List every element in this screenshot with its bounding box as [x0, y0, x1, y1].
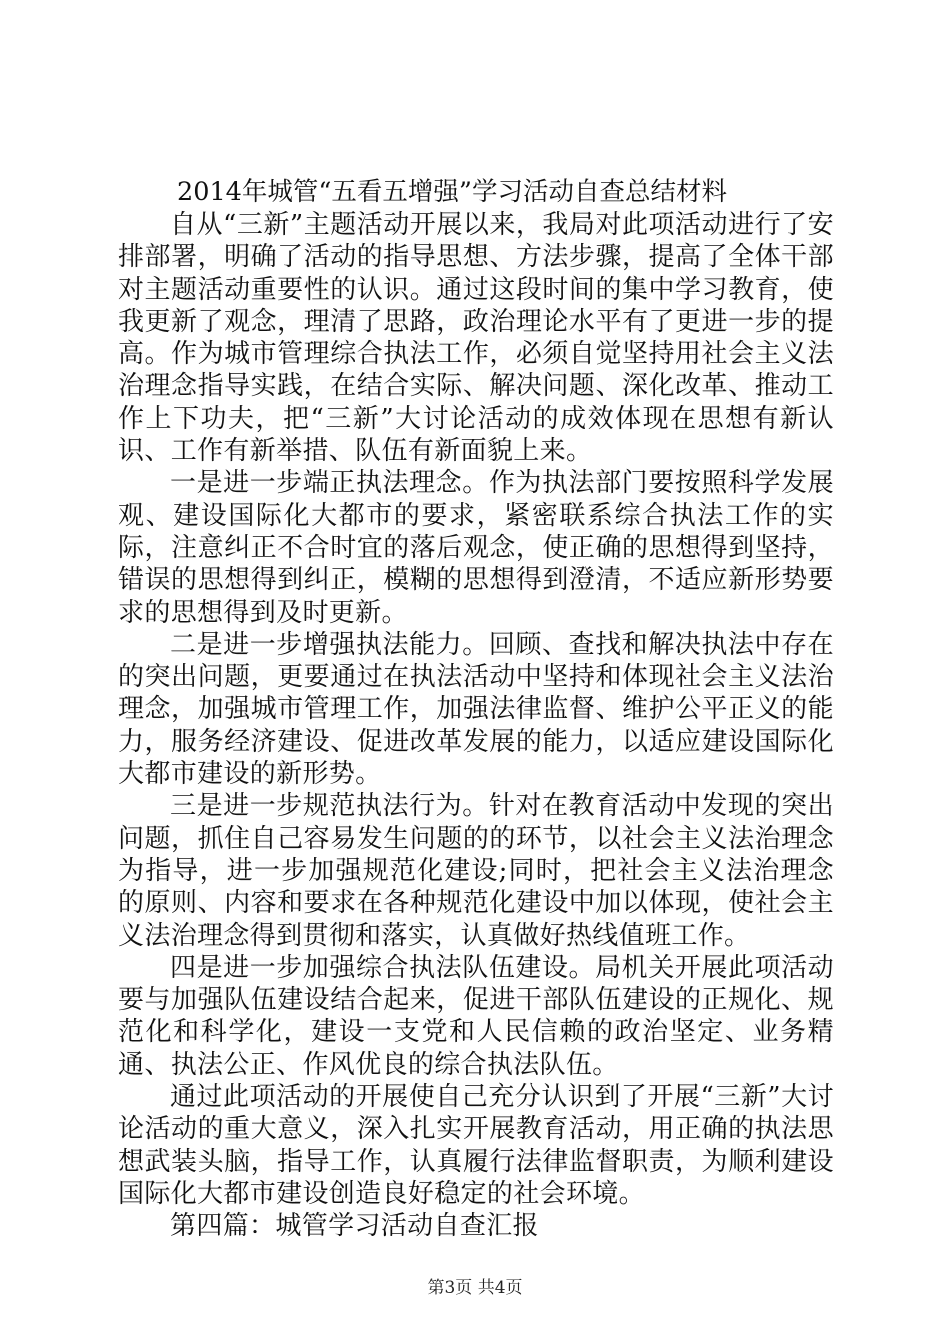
point-three-paragraph: 三是进一步规范执法行为。针对在教育活动中发现的突出问题，抓住自己容易发生问题的的环节，以社会主义法治理念为指导，进一步加强规范化建设;同时，把社会主义法治理念的原则、内容和要求在各种规范化建设中加以体现，使社会主义法治理念得到贯彻和落实，认真做好热线值班工作。: [118, 791, 834, 951]
intro-paragraph: 自从“三新”主题活动开展以来，我局对此项活动进行了安排部署，明确了活动的指导思想、方法步骤，提高了全体干部对主题活动重要性的认识。通过这段时间的集中学习教育，使我更新了观念，理清了思路，政治理论水平有了更进一步的提高。作为城市管理综合执法工作，必须自觉坚持用社会主义法治理念指导实践，在结合实际、解决问题、深化改革、推动工作上下功夫，把“三新”大讨论活动的成效体现在思想有新认识、工作有新举措、队伍有新面貌上来。: [118, 210, 834, 467]
point-one-paragraph: 一是进一步端正执法理念。作为执法部门要按照科学发展观、建设国际化大都市的要求，紧密联系综合执法工作的实际，注意纠正不合时宜的落后观念，使正确的思想得到坚持，错误的思想得到纠正，模糊的思想得到澄清，不适应新形势要求的思想得到及时更新。: [118, 468, 834, 628]
point-two-paragraph: 二是进一步增强执法能力。回顾、查找和解决执法中存在的突出问题，更要通过在执法活动中坚持和体现社会主义法治理念，加强城市管理工作，加强法律监督、维护公平正义的能力，服务经济建设、促进改革发展的能力，以适应建设国际化大都市建设的新形势。: [118, 629, 834, 790]
document-body: [118, 176, 834, 1243]
point-four-paragraph: 四是进一步加强综合执法队伍建设。局机关开展此项活动要与加强队伍建设结合起来，促进干部队伍建设的正规化、规范化和科学化，建设一支党和人民信赖的政治坚定、业务精通、执法公正、作风优良的综合执法队伍。: [118, 952, 834, 1080]
document-title: 2014年城管“五看五增强”学习活动自查总结材料: [177, 177, 727, 207]
next-section-heading: 第四篇：城管学习活动自查汇报: [170, 1211, 539, 1242]
conclusion-paragraph: 通过此项活动的开展使自己充分认识到了开展“三新”大讨论活动的重大意义，深入扎实开展教育活动，用正确的执法思想武装头脑，指导工作，认真履行法律监督职责，为顺利建设国际化大都市建设创造良好稳定的社会环境。: [118, 1082, 834, 1209]
page-number-footer: 第3页 共4页: [427, 1278, 523, 1298]
